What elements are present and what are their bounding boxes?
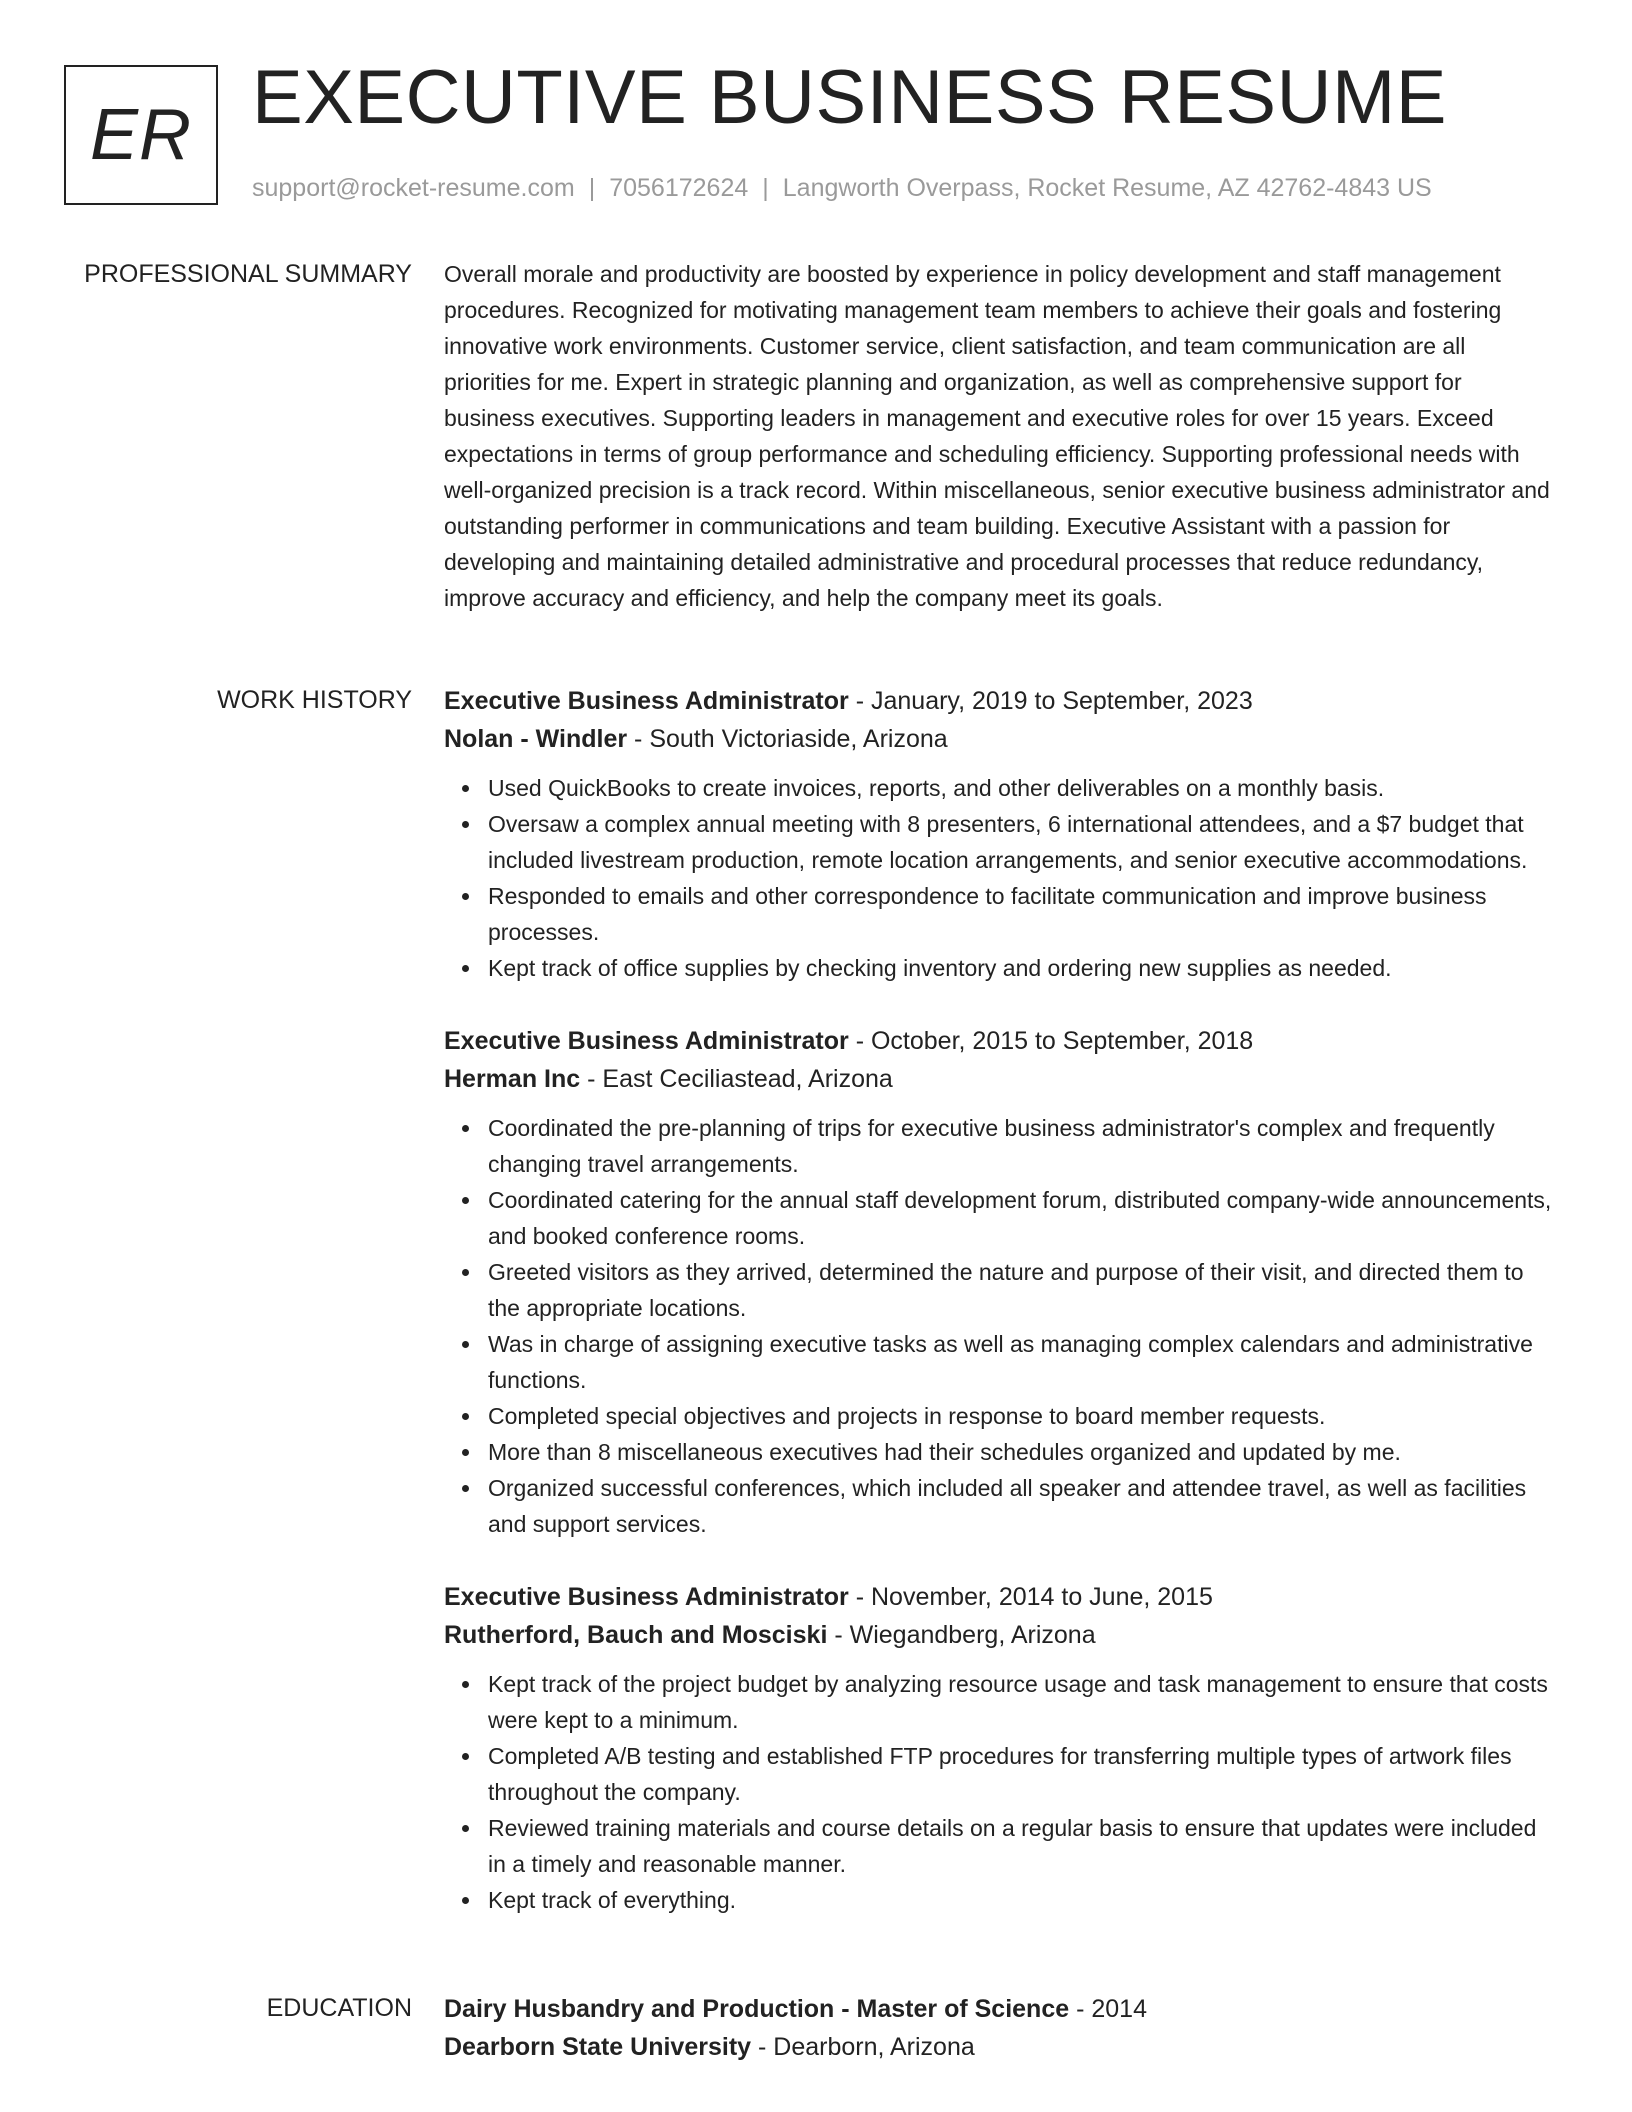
job-company-line bbox=[444, 720, 1554, 758]
job-dates: - October, 2015 to September, 2018 bbox=[848, 1027, 1254, 1055]
job-bullet: Kept track of office supplies by checking inventory and ordering new supplies as needed. bbox=[488, 950, 1554, 986]
job-entry bbox=[444, 1578, 1554, 1918]
job-entry bbox=[444, 1022, 1554, 1542]
job-bullet: Coordinated catering for the annual staff development forum, distributed company-wide announcements, and booked conference rooms. bbox=[488, 1182, 1554, 1254]
work-history-label: WORK HISTORY bbox=[217, 686, 412, 714]
monogram-box bbox=[64, 65, 218, 205]
contact-phone: 7056172624 bbox=[609, 174, 749, 202]
job-title-line bbox=[444, 682, 1554, 720]
job-bullet: More than 8 miscellaneous executives had their schedules organized and updated by me. bbox=[488, 1434, 1554, 1470]
job-title: Executive Business Administrator bbox=[444, 687, 849, 715]
job-bullet: Completed special objectives and projects in response to board member requests. bbox=[488, 1398, 1554, 1434]
education-school-line bbox=[444, 2028, 1554, 2066]
job-title-line bbox=[444, 1578, 1554, 1616]
job-bullet: Coordinated the pre-planning of trips for executive business administrator's complex and frequently changing travel arrangements. bbox=[488, 1110, 1554, 1182]
job-bullet-list bbox=[444, 1666, 1554, 1918]
job-location: - East Ceciliastead, Arizona bbox=[580, 1065, 893, 1093]
job-company-line bbox=[444, 1060, 1554, 1098]
contact-separator: | bbox=[762, 174, 769, 202]
summary-text: Overall morale and productivity are boosted by experience in policy development and staff management procedures. Recognized for motivating management team members to achieve their goals and fostering innovative work environments. Customer service, client satisfaction, and team communication are all priorities for me. Expert in strategic planning and organization, as well as comprehensive support for business executives. Supporting leaders in management and executive roles for over 15 years. Exceed expectations in terms of group performance and scheduling efficiency. Supporting professional needs with well-organized precision is a track record. Within miscellaneous, senior executive business administrator and outstanding performer in communications and team building. Executive Assistant with a passion for developing and maintaining detailed administrative and procedural processes that reduce redundancy, improve accuracy and efficiency, and help the company meet its goals. bbox=[444, 261, 1550, 611]
education-year: - 2014 bbox=[1069, 1995, 1147, 2023]
job-bullet-list bbox=[444, 1110, 1554, 1542]
contact-address: Langworth Overpass, Rocket Resume, AZ 42762-4843 US bbox=[782, 174, 1432, 202]
job-company: Rutherford, Bauch and Mosciski bbox=[444, 1621, 828, 1649]
job-title: Executive Business Administrator bbox=[444, 1583, 849, 1611]
summary-body bbox=[444, 256, 1554, 616]
education-school: Dearborn State University bbox=[444, 2033, 752, 2061]
job-bullet: Kept track of everything. bbox=[488, 1882, 1554, 1918]
education-location: - Dearborn, Arizona bbox=[751, 2033, 975, 2061]
job-company: Herman Inc bbox=[444, 1065, 581, 1093]
job-company-line bbox=[444, 1616, 1554, 1654]
job-location: - South Victoriaside, Arizona bbox=[627, 725, 948, 753]
education-degree: Dairy Husbandry and Production - Master of Science bbox=[444, 1995, 1070, 2023]
job-bullet: Oversaw a complex annual meeting with 8 presenters, 6 international attendees, and a $7 budget that included livestream production, remote location arrangements, and senior executive accommodations. bbox=[488, 806, 1554, 878]
job-bullet: Kept track of the project budget by analyzing resource usage and task management to ensure that costs were kept to a minimum. bbox=[488, 1666, 1554, 1738]
job-bullet: Used QuickBooks to create invoices, reports, and other deliverables on a monthly basis. bbox=[488, 770, 1554, 806]
summary-label: PROFESSIONAL SUMMARY bbox=[84, 260, 412, 288]
education-degree-line bbox=[444, 1990, 1554, 2028]
education-body bbox=[444, 1990, 1554, 2066]
job-bullet: Greeted visitors as they arrived, determined the nature and purpose of their visit, and directed them to the appropriate locations. bbox=[488, 1254, 1554, 1326]
job-dates: - November, 2014 to June, 2015 bbox=[848, 1583, 1213, 1611]
job-bullet: Completed A/B testing and established FTP procedures for transferring multiple types of artwork files throughout the company. bbox=[488, 1738, 1554, 1810]
work-history-body bbox=[444, 682, 1554, 1954]
job-bullet: Was in charge of assigning executive tasks as well as managing complex calendars and administrative functions. bbox=[488, 1326, 1554, 1398]
job-company: Nolan - Windler bbox=[444, 725, 628, 753]
resume-title: EXECUTIVE BUSINESS RESUME bbox=[252, 55, 1447, 140]
job-bullet: Responded to emails and other correspondence to facilitate communication and improve business processes. bbox=[488, 878, 1554, 950]
monogram-initials: ER bbox=[89, 95, 193, 175]
contact-separator: | bbox=[588, 174, 596, 202]
job-bullet: Reviewed training materials and course details on a regular basis to ensure that updates were included in a timely and reasonable manner. bbox=[488, 1810, 1554, 1882]
contact-email: support@rocket-resume.com bbox=[252, 174, 575, 202]
job-bullet: Organized successful conferences, which included all speaker and attendee travel, as well as facilities and support services. bbox=[488, 1470, 1554, 1542]
contact-line bbox=[252, 174, 1432, 203]
job-title: Executive Business Administrator bbox=[444, 1027, 849, 1055]
job-entry bbox=[444, 682, 1554, 986]
job-dates: - January, 2019 to September, 2023 bbox=[848, 687, 1253, 715]
job-location: - Wiegandberg, Arizona bbox=[827, 1621, 1096, 1649]
education-label: EDUCATION bbox=[266, 1994, 412, 2022]
job-title-line bbox=[444, 1022, 1554, 1060]
job-bullet-list bbox=[444, 770, 1554, 986]
